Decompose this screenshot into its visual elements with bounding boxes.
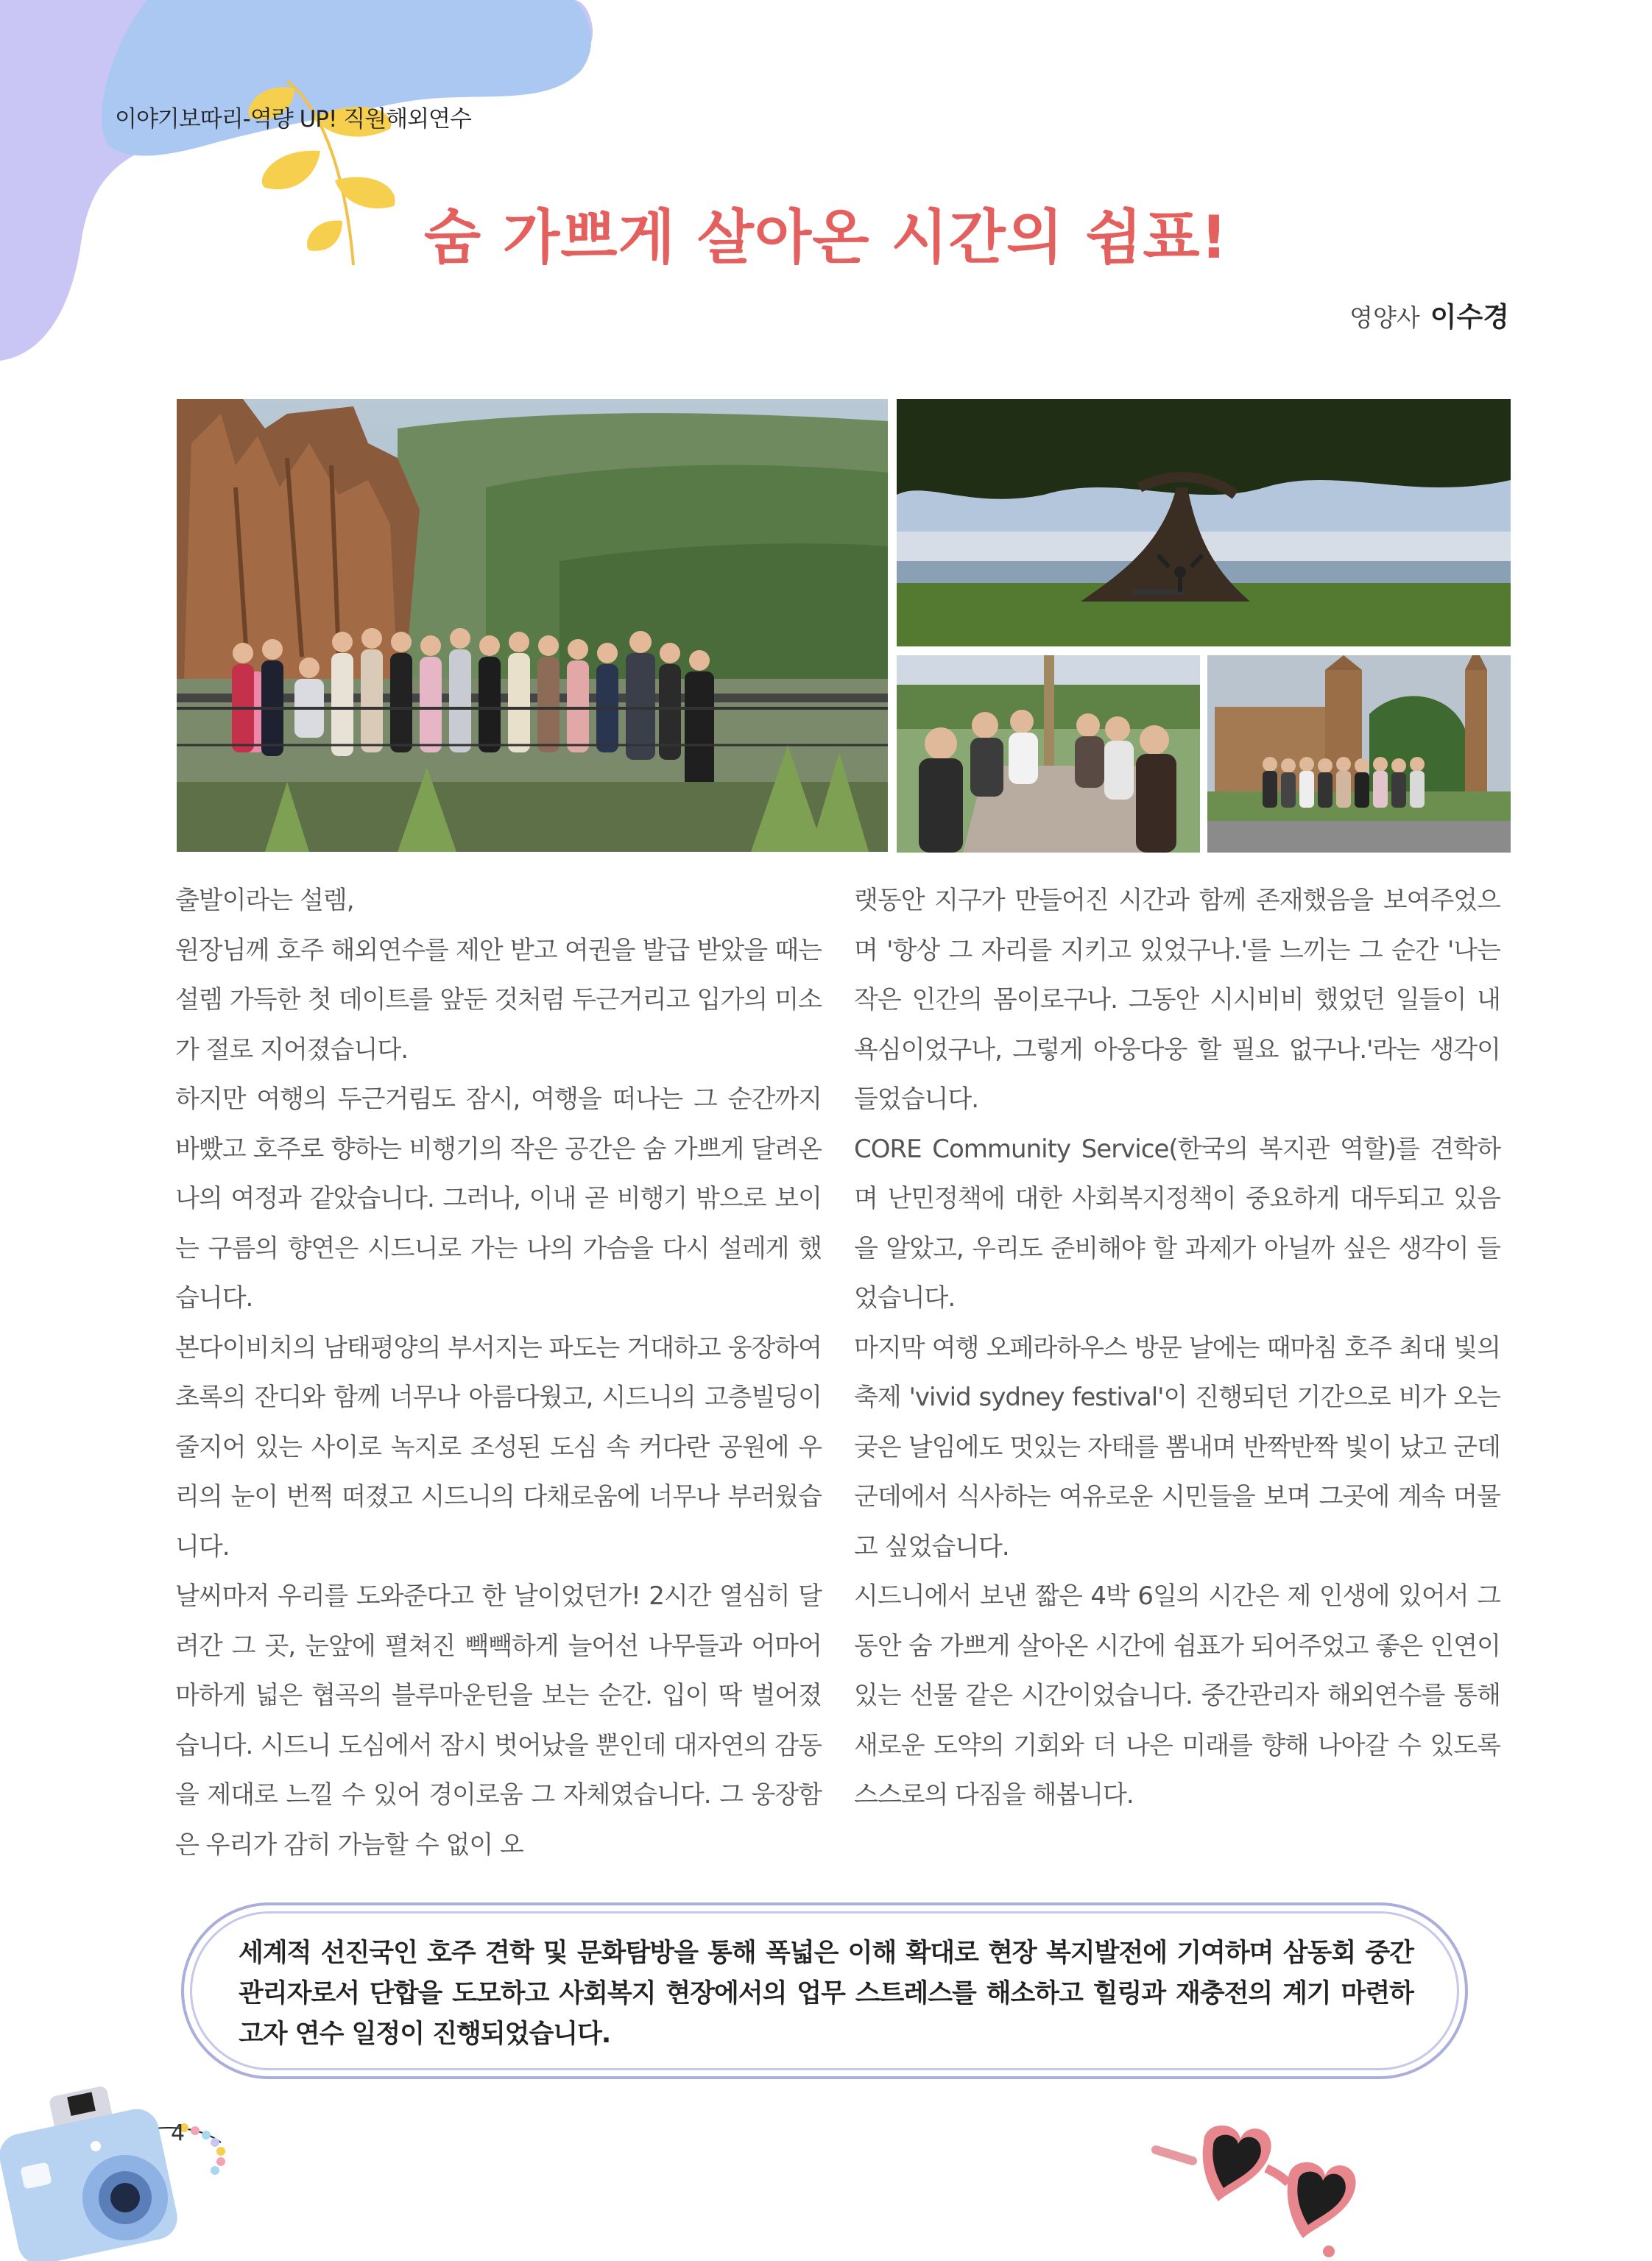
body-column-right bbox=[854, 876, 1500, 1821]
photo-blue-mountains-group bbox=[177, 399, 888, 852]
section-label: 이야기보따리-역량 UP! 직원해외연수 bbox=[115, 106, 471, 133]
body-column-left bbox=[175, 876, 822, 1870]
paragraph: 시드니에서 보낸 짧은 4박 6일의 시간은 제 인생에 있어서 그동안 숨 가쁘게 살아온 시간에 쉼표가 되어주었고 좋은 인연이 있는 선물 같은 시간이었습니다. 중간관리자 해외연수를 통해 새로운 도약의 기회와 더 나은 미래를 향해 나아갈 수 있도록 스스로의 다짐을 해봅니다. bbox=[854, 1581, 1500, 1810]
heart-sunglasses-icon bbox=[1148, 2120, 1377, 2261]
paragraph: CORE Community Service(한국의 복지관 역할)를 견학하며 난민정책에 대한 사회복지정책이 중요하게 대두되고 있음을 알았고, 우리도 준비해야 할 과제가 아닐까 싶은 생각이 들었습니다. bbox=[854, 1134, 1500, 1313]
photo-tree-by-sea bbox=[897, 399, 1511, 646]
summary-box bbox=[181, 1902, 1468, 2079]
paragraph: 원장님께 호주 해외연수를 제안 받고 여권을 발급 받았을 때는 설렘 가득한 첫 데이트를 앞둔 것처럼 두근거리고 입가의 미소가 절로 지어졌습니다. bbox=[175, 935, 822, 1065]
camera-icon bbox=[0, 2076, 243, 2261]
author-name: 이수경 bbox=[1430, 301, 1509, 333]
paragraph: 본다이비치의 남태평양의 부서지는 파도는 거대하고 웅장하여 초록의 잔디와 함께 너무나 아름다웠고, 시드니의 고층빌딩이 줄지어 있는 사이로 녹지로 조성된 도심 속 커다란 공원에 우리의 눈이 번쩍 떠졌고 시드니의 다채로움에 너무나 부러웠습니다. bbox=[175, 1333, 822, 1562]
page-title: 숨 가쁘게 살아온 시간의 쉼표! bbox=[423, 203, 1229, 272]
paragraph: 랫동안 지구가 만들어진 시간과 함께 존재했음을 보여주었으며 '항상 그 자리를 지키고 있었구나.'를 느끼는 그 순간 '나는 작은 인간의 몸이로구나. 그동안 시시비비 했었던 일들이 내 욕심이었구나, 그렇게 아웅다웅 할 필요 없구나.'라는 생각이 들었습니다. bbox=[854, 886, 1500, 1114]
photo-group-at-table bbox=[897, 655, 1200, 853]
paragraph: 하지만 여행의 두근거림도 잠시, 여행을 떠나는 그 순간까지 바빴고 호주로 향하는 비행기의 작은 공간은 숨 가쁘게 달려온 나의 여정과 같았습니다. 그러나, 이내 곧 비행기 밖으로 보이는 구름의 향연은 시드니로 가는 나의 가슴을 다시 설레게 했습니다. bbox=[175, 1084, 822, 1313]
author-role: 영양사 bbox=[1349, 303, 1420, 332]
author-byline bbox=[1349, 294, 1509, 334]
summary-text: 세계적 선진국인 호주 견학 및 문화탐방을 통해 폭넓은 이해 확대로 현장 복지발전에 기여하며 삼동회 중간관리자로서 단합을 도모하고 사회복지 현장에서의 업무 스트레스를 해소하고 힐링과 재충전의 계기 마련하고자 연수 일정이 진행되었습니다. bbox=[239, 1939, 1413, 2049]
photo-cathedral-group bbox=[1207, 655, 1511, 853]
paragraph: 출발이라는 설렘, bbox=[175, 886, 354, 915]
paragraph: 날씨마저 우리를 도와준다고 한 날이었던가! 2시간 열심히 달려간 그 곳, 눈앞에 펼쳐진 빽빽하게 늘어선 나무들과 어마어마하게 넓은 협곡의 블루마운틴을 보는 순간. 입이 딱 벌어졌습니다. 시드니 도심에서 잠시 벗어났을 뿐인데 대자연의 감동을 제대로 느낄 수 있어 경이로움 그 자체였습니다. 그 웅장함은 우리가 감히 가늠할 수 없이 오 bbox=[175, 1581, 822, 1860]
page-number: 4 bbox=[171, 2120, 186, 2146]
paragraph: 마지막 여행 오페라하우스 방문 날에는 때마침 호주 최대 빛의 축제 'vivid sydney festival'이 진행되던 기간으로 비가 오는 궂은 날임에도 멋있는 자태를 뽐내며 반짝반짝 빛이 났고 군데군데에서 식사하는 여유로운 시민들을 보며 그곳에 계속 머물고 싶었습니다. bbox=[854, 1333, 1500, 1562]
